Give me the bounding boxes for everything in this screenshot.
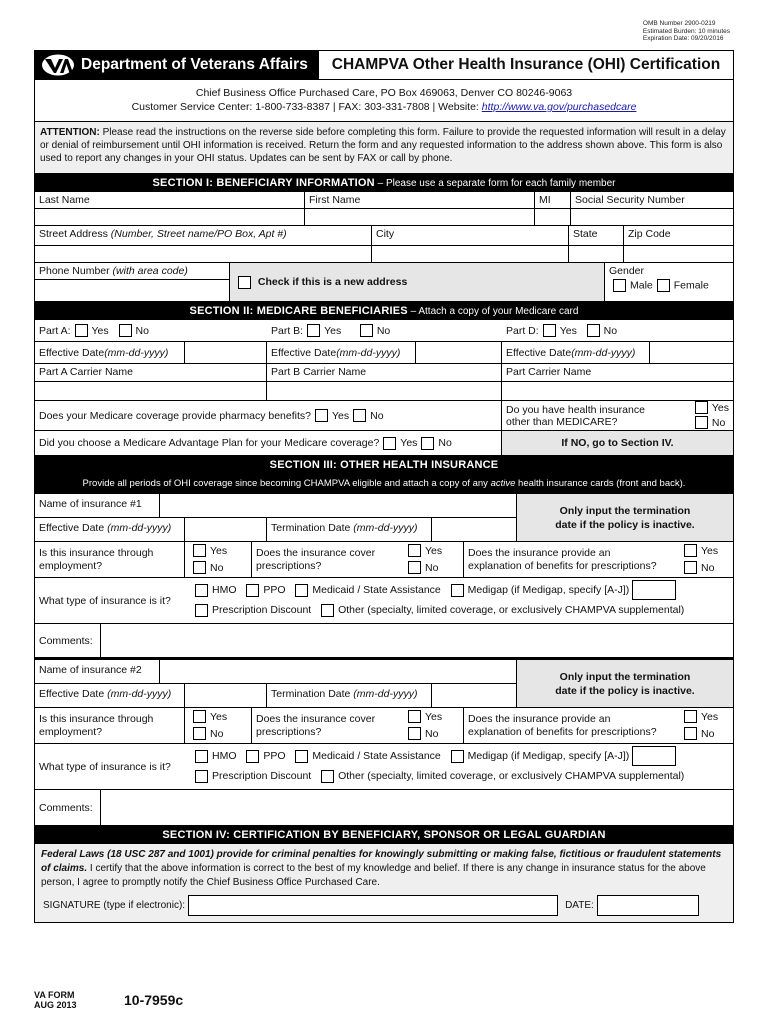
ins2-eob-no-checkbox[interactable]: [684, 727, 697, 740]
ins1-medicaid-label: Medicaid / State Assistance: [312, 584, 441, 596]
part-b-label: Part B:: [271, 324, 304, 337]
part-a-yes-checkbox[interactable]: [75, 324, 88, 337]
address-block: [35, 80, 733, 122]
medicare-questions-cell: [35, 401, 502, 455]
ins2-employment-no-label: No: [210, 727, 224, 740]
insurance-2-type: [35, 744, 733, 790]
footer-va-form: VA FORM: [34, 990, 75, 1000]
ins2-eob-q1: Does the insurance provide an: [468, 712, 611, 725]
ins2-type-line-1: [191, 746, 729, 766]
other-insurance-cell: [502, 401, 733, 455]
street-field[interactable]: [35, 246, 372, 262]
contact-line: [35, 100, 733, 114]
insurance-1-term-label: [267, 518, 432, 541]
insurance-2-dates-row: [35, 684, 516, 707]
contact-text: Customer Service Center: 1-800-733-8387 | FAX: 303-331-7808 | Website:: [131, 101, 482, 113]
ins2-medigap-checkbox[interactable]: [451, 750, 464, 763]
part-a-no-checkbox[interactable]: [119, 324, 132, 337]
part-carrier-cell: [502, 364, 733, 400]
part-d-date-field[interactable]: [650, 342, 733, 363]
ins2-term-hint: (mm-dd-yyyy): [353, 688, 418, 700]
street-label: [35, 226, 372, 245]
ins2-other-label: Other (specialty, limited coverage, or exclusively CHAMPVA supplemental): [338, 770, 685, 782]
ins1-medigap-checkbox[interactable]: [451, 584, 464, 597]
insurance-2-questions: [35, 708, 733, 744]
omb-info: [643, 20, 730, 43]
ins2-rx-discount-label: Prescription Discount: [212, 770, 312, 782]
section-4-header: [35, 826, 733, 844]
part-a-date-label: [35, 342, 185, 363]
form-title: CHAMPVA Other Health Insurance (OHI) Certification: [331, 56, 721, 73]
state-field[interactable]: [569, 246, 624, 262]
ins2-type-options: [187, 744, 733, 789]
part-a-cell: [35, 320, 267, 341]
insurance-1-type: [35, 578, 733, 624]
part-b-carrier-cell: [267, 364, 502, 400]
ins2-eff-hint: (mm-dd-yyyy): [107, 688, 172, 700]
part-d-no-checkbox[interactable]: [587, 324, 600, 337]
federal-law-text: Federal Laws (18 USC 287 and 1001) provide for criminal penalties for knowingly submitting or making false, fictitious or fraudulent statements of claims.: [41, 849, 722, 874]
other-insurance-options: [691, 401, 729, 431]
part-b-yes-label: Yes: [324, 324, 342, 337]
section-3-instruction: [35, 474, 733, 494]
advantage-yes-checkbox[interactable]: [383, 437, 396, 450]
signature-field[interactable]: [188, 895, 558, 916]
instruction-em: active: [490, 478, 516, 489]
ins1-type-q: What type of insurance is it?: [39, 594, 171, 607]
insurance-2-term-note: [517, 660, 733, 707]
ins2-term-note-2: date if the policy is inactive.: [555, 684, 695, 697]
ins2-hmo-label: HMO: [212, 750, 237, 762]
zip-label: Zip Code: [628, 228, 671, 240]
attention-block: [35, 122, 733, 174]
ins2-term-note-1: Only input the termination: [559, 670, 691, 683]
ssn-field[interactable]: [571, 209, 733, 225]
omb-number: OMB Number 2900-0219: [642, 20, 716, 27]
phone-row: [35, 263, 733, 302]
other-insurance-question: [502, 401, 733, 431]
ins1-comments-field[interactable]: [101, 624, 733, 657]
part-a-label: Part A:: [39, 324, 71, 337]
street-label-text: Street Address: [39, 228, 111, 240]
advantage-yes-label: Yes: [400, 437, 418, 449]
advantage-no-label: No: [438, 437, 452, 449]
part-d-cell: [502, 320, 733, 341]
ins1-rx-options: [400, 542, 464, 577]
part-d-yes-checkbox[interactable]: [543, 324, 556, 337]
if-no-note: If NO, go to Section IV.: [502, 431, 733, 455]
footer-form-label: [34, 990, 77, 1010]
zip-field[interactable]: [624, 246, 733, 262]
ins1-rx-yes-label: Yes: [425, 544, 443, 557]
female-label: Female: [673, 279, 709, 292]
ins1-eob-yes-label: Yes: [701, 544, 719, 557]
ins2-medicaid-label: Medicaid / State Assistance: [312, 750, 441, 762]
ins2-eob-yes-label: Yes: [701, 710, 719, 723]
certification-text: [41, 848, 727, 890]
ssn-label: Social Security Number: [575, 194, 685, 206]
part-a-yes-label: Yes: [91, 324, 109, 337]
ins1-rx-no-checkbox[interactable]: [408, 561, 421, 574]
insurance-1-term-note: [517, 494, 733, 541]
part-a-carrier-label: Part A Carrier Name: [35, 364, 266, 382]
ins1-other-checkbox[interactable]: [321, 604, 334, 617]
part-b-carrier-label: Part B Carrier Name: [267, 364, 501, 382]
ins1-eob-q1: Does the insurance provide an: [468, 546, 611, 559]
part-carrier-field[interactable]: [502, 382, 733, 400]
ins2-employment-yes-label: Yes: [210, 710, 228, 723]
signature-label: SIGNATURE (type if electronic):: [43, 899, 186, 911]
section-2-title: SECTION II: MEDICARE BENEFICIARIES: [189, 305, 408, 317]
ins1-rx-discount-label: Prescription Discount: [212, 604, 312, 616]
title-bar: [34, 50, 734, 80]
other-insurance-no-checkbox[interactable]: [695, 416, 708, 429]
ins1-rx-no-label: No: [425, 561, 439, 574]
agency-name: Department of Veterans Affairs: [81, 56, 308, 73]
female-checkbox[interactable]: [657, 279, 670, 292]
other-insurance-text-1: Do you have health insurance: [506, 403, 645, 416]
phone-label-text: Phone Number: [39, 265, 113, 277]
insurance-2-name-row: [35, 660, 516, 684]
ins1-employment-q: [35, 542, 185, 577]
insurance-1-block: [35, 494, 733, 660]
ins2-eff-text: Effective Date: [39, 688, 108, 700]
omb-expiration: Expiration Date: 09/20/2016: [642, 35, 724, 42]
phone-field[interactable]: [35, 280, 229, 301]
date-label: DATE:: [565, 899, 594, 911]
instruction-post: health insurance cards (front and back).: [515, 478, 686, 489]
insurance-2-fields: [35, 660, 517, 707]
ins2-other-checkbox[interactable]: [321, 770, 334, 783]
medicare-dates-row: [35, 342, 733, 364]
ins1-eff-hint: (mm-dd-yyyy): [107, 522, 172, 534]
pharmacy-no-checkbox[interactable]: [353, 409, 366, 422]
ins2-comments-label: Comments:: [35, 790, 101, 825]
insurance-2-top: [35, 660, 733, 708]
phone-hint: (with area code): [112, 265, 188, 277]
insurance-2-eff-label: [35, 684, 185, 707]
ins2-rx-no-checkbox[interactable]: [408, 727, 421, 740]
ins1-other-label: Other (specialty, limited coverage, or exclusively CHAMPVA supplemental): [338, 604, 685, 616]
ins2-ppo-label: PPO: [263, 750, 286, 762]
signature-row: [41, 895, 727, 916]
other-insurance-yes-label: Yes: [711, 401, 729, 414]
ins2-ppo-checkbox[interactable]: [246, 750, 259, 763]
insurance-2-block: [35, 660, 733, 826]
insurance-2-term-field[interactable]: [432, 684, 516, 707]
footer-date: AUG 2013: [34, 1000, 77, 1010]
other-insurance-no-label: No: [711, 416, 726, 429]
section-3-title: SECTION III: OTHER HEALTH INSURANCE: [269, 459, 499, 471]
part-a-date-field[interactable]: [185, 342, 267, 363]
ins1-medicaid-checkbox[interactable]: [295, 584, 308, 597]
ins1-type-line-1: [191, 580, 729, 600]
part-b-date-hint: (mm-dd-yyyy): [336, 346, 401, 359]
part-b-yes-checkbox[interactable]: [307, 324, 320, 337]
ins2-type-q: What type of insurance is it?: [39, 760, 171, 773]
section-2-header: [35, 302, 733, 320]
section-3-header: [35, 456, 733, 474]
ins1-employment-no-label: No: [210, 561, 224, 574]
insurance-1-name-row: [35, 494, 516, 518]
ins1-employment-yes-label: Yes: [210, 544, 228, 557]
part-b-date-text: Effective Date: [271, 346, 337, 359]
male-label: Male: [630, 279, 653, 292]
ins1-term-hint: (mm-dd-yyyy): [353, 522, 418, 534]
new-address-cell: [230, 263, 605, 301]
new-address-checkbox[interactable]: [238, 276, 251, 289]
ins1-hmo-label: HMO: [212, 584, 237, 596]
advantage-no-checkbox[interactable]: [421, 437, 434, 450]
part-d-yes-label: Yes: [559, 324, 577, 337]
city-label: City: [372, 226, 569, 245]
insurance-1-fields: [35, 494, 517, 541]
city-field[interactable]: [372, 246, 569, 262]
ins1-ppo-checkbox[interactable]: [246, 584, 259, 597]
state-label: State: [569, 226, 624, 245]
part-b-date-label: [267, 342, 416, 363]
part-d-date-label: [502, 342, 650, 363]
insurance-1-eff-label: [35, 518, 185, 541]
other-insurance-yes-checkbox[interactable]: [695, 401, 708, 414]
pharmacy-question: [35, 401, 501, 431]
section-1-header: [35, 174, 733, 192]
gender-options: [609, 279, 729, 292]
section-1-note: – Please use a separate form for each family member: [374, 178, 616, 189]
part-b-date-field[interactable]: [416, 342, 502, 363]
ins1-eob-q: [464, 542, 680, 577]
ins2-rx-no-label: No: [425, 727, 439, 740]
ins1-type-line-2: [191, 600, 729, 620]
ins2-eob-yes-checkbox[interactable]: [684, 710, 697, 723]
certification-statement: I certify that the above information is correct to the best of my knowledge and belief. If there is any change in insurance status for the above person, I agree to promptly notify the Chief Business Office Purchased Care.: [41, 863, 706, 888]
ins2-comments-field[interactable]: [101, 790, 733, 825]
insurance-2-term-label: [267, 684, 432, 707]
ins1-employment-options: [185, 542, 252, 577]
ins2-employment-q: [35, 708, 185, 743]
ins1-employment-q1: Is this insurance through: [39, 546, 154, 559]
ins2-rx-q: [252, 708, 400, 743]
ins1-rx-q: [252, 542, 400, 577]
va-logo-icon: [41, 54, 75, 76]
ins2-eob-q2: explanation of benefits for prescriptions?: [468, 725, 657, 738]
part-carrier-label: Part Carrier Name: [502, 364, 733, 382]
ins1-term-text: Termination Date: [271, 522, 354, 534]
first-name-label: First Name: [305, 192, 535, 208]
part-a-carrier-cell: [35, 364, 267, 400]
agency-block: [35, 51, 319, 79]
part-d-no-label: No: [603, 324, 618, 337]
ins2-medigap-label: Medigap (if Medigap, specify [A-J]): [467, 750, 630, 762]
ins1-comments-label: Comments:: [35, 624, 101, 657]
ins1-type-options: [187, 578, 733, 623]
ins1-term-note-1: Only input the termination: [559, 504, 691, 517]
medicare-questions-row: [35, 401, 733, 456]
omb-burden: Estimated Burden: 10 minutes: [642, 27, 730, 35]
part-b-no-label: No: [376, 324, 391, 337]
attention-text: Please read the instructions on the reverse side before completing this form. Failure to provide the requested information will result in a delay or denial of reimbursement until OHI information is received. Return the form and any requested information to the address shown above. This form is also used to report any changes in your OHI status. Updates can be sent by FAX or call by phone.: [40, 127, 726, 164]
section-4-title: SECTION IV: CERTIFICATION BY BENEFICIARY, SPONSOR OR LEGAL GUARDIAN: [162, 829, 606, 841]
advantage-question-text: Did you choose a Medicare Advantage Plan for your Medicare coverage?: [39, 437, 380, 449]
pharmacy-yes-label: Yes: [331, 409, 350, 422]
website-link[interactable]: http://www.va.gov/purchasedcare: [481, 101, 637, 113]
medicare-parts-row: [35, 320, 733, 342]
part-d-date-text: Effective Date: [506, 346, 572, 359]
first-name-field[interactable]: [305, 209, 535, 225]
mailing-address: Chief Business Office Purchased Care, PO Box 469063, Denver CO 80246-9063: [195, 87, 573, 99]
part-b-carrier-field[interactable]: [267, 382, 501, 400]
insurance-1-name-label: Name of insurance #1: [35, 494, 160, 517]
insurance-2-comments: [35, 790, 733, 826]
ins2-employment-yes-checkbox[interactable]: [193, 710, 206, 723]
ins2-rx-discount-checkbox[interactable]: [195, 770, 208, 783]
date-field[interactable]: [597, 895, 699, 916]
insurance-1-eff-field[interactable]: [185, 518, 267, 541]
ins2-eob-no-label: No: [701, 727, 715, 740]
other-insurance-text: [506, 404, 691, 428]
part-a-date-hint: (mm-dd-yyyy): [104, 346, 169, 359]
pharmacy-question-text: Does your Medicare coverage provide pharmacy benefits?: [39, 409, 311, 422]
attention-label: ATTENTION:: [40, 127, 100, 138]
ins1-eob-q2: explanation of benefits for prescriptions?: [468, 559, 657, 572]
ins1-term-note-2: date if the policy is inactive.: [555, 518, 695, 531]
ins1-medigap-plan-input[interactable]: [632, 580, 676, 600]
insurance-2-name-field[interactable]: [160, 660, 516, 683]
ins2-rx-options: [400, 708, 464, 743]
part-b-no-checkbox[interactable]: [360, 324, 373, 337]
phone-cell: [35, 263, 230, 301]
ins1-eff-text: Effective Date: [39, 522, 108, 534]
gender-label: Gender: [609, 265, 645, 277]
male-checkbox[interactable]: [613, 279, 626, 292]
ins1-eob-no-checkbox[interactable]: [684, 561, 697, 574]
ins1-eob-options: [680, 542, 733, 577]
ins1-rx-q1: Does the insurance cover: [256, 546, 376, 559]
insurance-1-dates-row: [35, 518, 516, 541]
pharmacy-no-label: No: [370, 409, 384, 422]
ins1-employment-q2: employment?: [39, 559, 103, 572]
carrier-row: [35, 364, 733, 401]
ins1-hmo-checkbox[interactable]: [195, 584, 208, 597]
ins2-eob-q: [464, 708, 680, 743]
ins2-eob-options: [680, 708, 733, 743]
section-2-note: – Attach a copy of your Medicare card: [407, 306, 579, 317]
part-a-date-text: Effective Date: [39, 346, 105, 359]
ins2-medicaid-checkbox[interactable]: [295, 750, 308, 763]
part-a-carrier-field[interactable]: [35, 382, 266, 400]
ins1-medigap-label: Medigap (if Medigap, specify [A-J]): [467, 584, 630, 596]
ins2-rx-yes-checkbox[interactable]: [408, 710, 421, 723]
ins2-employment-no-checkbox[interactable]: [193, 727, 206, 740]
ins2-rx-q1: Does the insurance cover: [256, 712, 376, 725]
insurance-1-name-field[interactable]: [160, 494, 516, 517]
ins2-type-line-2: [191, 766, 729, 786]
new-address-label: Check if this is a new address: [257, 276, 408, 288]
ins1-rx-q2: prescriptions?: [256, 559, 322, 572]
ins2-hmo-checkbox[interactable]: [195, 750, 208, 763]
mi-label: MI: [535, 192, 571, 208]
address-label-row: [35, 226, 733, 246]
ins2-rx-yes-label: Yes: [425, 710, 443, 723]
gender-cell: [605, 263, 733, 301]
insurance-1-top: [35, 494, 733, 542]
ins1-rx-yes-checkbox[interactable]: [408, 544, 421, 557]
ins2-term-text: Termination Date: [271, 688, 354, 700]
last-name-label: Last Name: [35, 192, 305, 208]
street-hint: (Number, Street name/PO Box, Apt #): [110, 228, 287, 240]
part-d-date-hint: (mm-dd-yyyy): [571, 346, 636, 359]
pharmacy-yes-checkbox[interactable]: [315, 409, 328, 422]
insurance-2-eff-field[interactable]: [185, 684, 267, 707]
name-input-row: [35, 209, 733, 226]
part-b-cell: [267, 320, 502, 341]
mi-field[interactable]: [535, 209, 571, 225]
advantage-question: [35, 431, 501, 455]
section-1-title: SECTION I: BENEFICIARY INFORMATION: [152, 177, 375, 189]
insurance-1-comments: [35, 624, 733, 660]
footer-form-number: 10-7959c: [124, 992, 184, 1008]
ins1-rx-discount-checkbox[interactable]: [195, 604, 208, 617]
insurance-1-questions: [35, 542, 733, 578]
last-name-field[interactable]: [35, 209, 305, 225]
insurance-2-name-label: Name of insurance #2: [35, 660, 160, 683]
certification-block: [35, 844, 733, 922]
other-insurance-text-2: other than MEDICARE?: [506, 415, 618, 428]
ins1-employment-no-checkbox[interactable]: [193, 561, 206, 574]
insurance-1-term-field[interactable]: [432, 518, 516, 541]
ins2-rx-q2: prescriptions?: [256, 725, 322, 738]
ins2-employment-options: [185, 708, 252, 743]
address-input-row: [35, 246, 733, 263]
name-label-row: [35, 192, 733, 209]
ins1-eob-yes-checkbox[interactable]: [684, 544, 697, 557]
phone-label: [35, 263, 229, 280]
ins2-employment-q1: Is this insurance through: [39, 712, 154, 725]
ins1-ppo-label: PPO: [263, 584, 286, 596]
ohi-form: [34, 80, 734, 923]
part-a-no-label: No: [135, 324, 149, 337]
ins1-eob-no-label: No: [701, 561, 715, 574]
ins2-medigap-plan-input[interactable]: [632, 746, 676, 766]
ins2-employment-q2: employment?: [39, 725, 103, 738]
instruction-pre: Provide all periods of OHI coverage since becoming CHAMPVA eligible and attach a copy of any: [82, 478, 491, 489]
part-d-label: Part D:: [506, 324, 539, 337]
ins1-employment-yes-checkbox[interactable]: [193, 544, 206, 557]
